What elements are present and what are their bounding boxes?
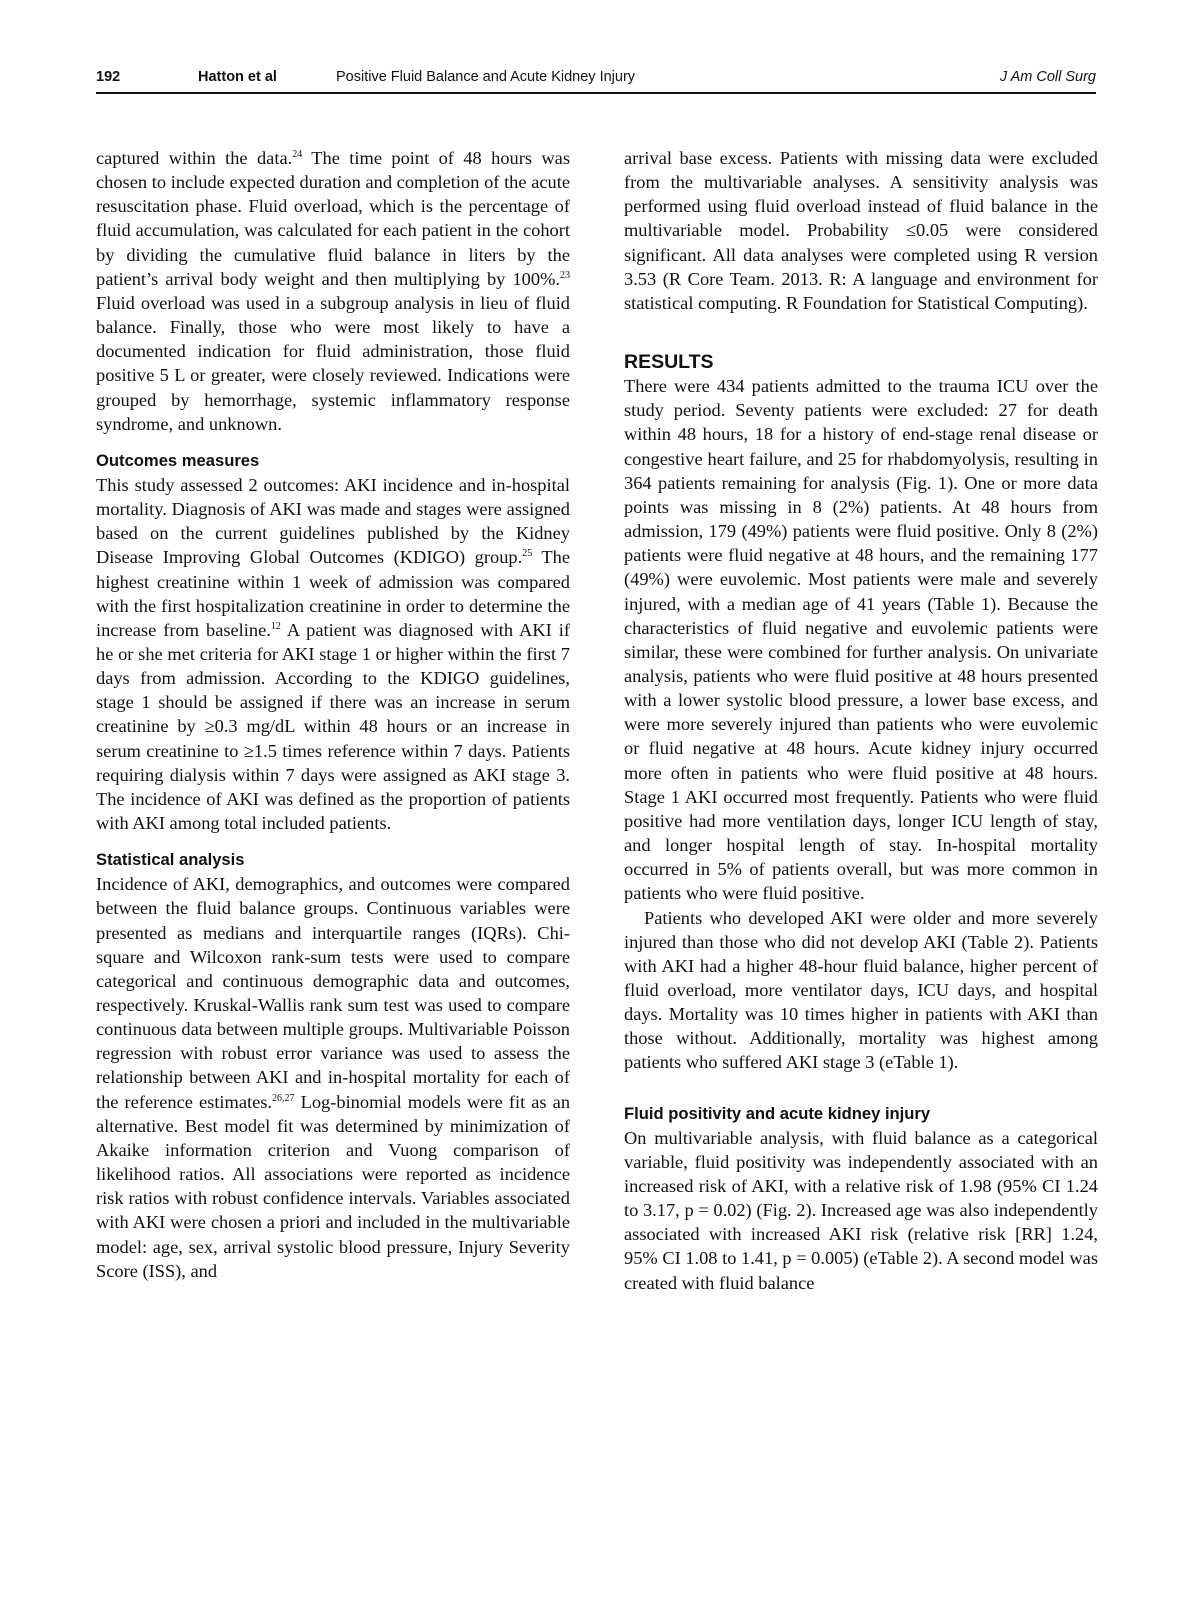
paragraph-statistics: Incidence of AKI, demographics, and outcomes were compared between the fluid balance groups. Continuous variables were presented as medians and interquartile ranges (IQRs). Chi-square and Wilcoxon rank-sum tests were used to compare categorical and continuous demographic data and outcomes, respectively. Kruskal-Wallis rank sum test was used to compare continuous data between multiple groups. Multivariable Poisson regression with robust error variance was used to assess the relationship between AKI and in-hospital mortality for each of the reference estimates.$^{26,27}$ Log-binomial models were fit as an alternative. Best model fit was determined by minimization of Akaike information criterion and Vuong comparison of likelihood ratios. All associations were reported as incidence risk ratios with robust confidence intervals. Variables associated with AKI were chosen a priori and included in the multivariable model: age, sex, arrival systolic blood pressure, Injury Severity Score (ISS), and (96, 874, 571, 1281)
section-heading-fluid-positivity: Fluid positivity and acute kidney injury (624, 1103, 931, 1123)
section-heading-outcomes: Outcomes measures (96, 450, 260, 470)
citation-ref: 12 (270, 620, 281, 632)
right-column (624, 146, 1098, 1295)
paragraph-results-aki: Patients who developed AKI were older and more severely injured than those who did not develop AKI (Table 2). Patients with AKI had a higher 48-hour fluid balance, higher percent of fluid overload, more ventilator days, ICU days, and hospital days. Mortality was 10 times higher in patients with AKI than those without. Additionally, mortality was highest among patients who suffered AKI stage 3 (eTable 1). (624, 907, 1098, 1073)
paragraph-outcomes: This study assessed 2 outcomes: AKI incidence and in-hospital mortality. Diagnosis of AKI was made and stages were assigned based on the current guidelines published by the Kidney Disease Improving Global Outcomes (KDIGO) group.$^{25}$ The highest creatinine within 1 week of admission was compared with the first hospitalization creatinine in order to determine the increase from baseline.$^{12}$ A patient was diagnosed with AKI if he or she met criteria for AKI stage 1 or higher within the first 7 days from admission. According to the KDIGO guidelines, stage 1 should be assigned if there was an increase in serum creatinine by ≥0.3 mg/dL within 48 hours or an increase in serum creatinine to ≥1.5 times reference within 7 days. Patients requiring dialysis within 7 days were assigned as AKI stage 3. The incidence of AKI was defined as the proportion of patients with AKI among total included patients. (96, 474, 570, 834)
section-heading-results: RESULTS (624, 351, 714, 374)
page-number: 192 (96, 69, 121, 85)
running-authors: Hatton et al (198, 69, 277, 85)
paragraph-results: There were 434 patients admitted to the trauma ICU over the study period. Seventy patients were excluded: 27 for death within 48 hours, 18 for a history of end-stage renal disease or congestive heart failure, and 25 for rhabdomyolysis, resulting in 364 patients remaining for analysis (Fig. 1). One or more data points was missing in 8 (2%) patients. At 48 hours from admission, 179 (49%) patients were fluid positive. Only 8 (2%) patients were fluid negative at 48 hours, and the remaining 177 (49%) were euvolemic. Most patients were male and severely injured, with a median age of 41 years (Table 1). Because the characteristics of fluid negative and euvolemic patients were similar, these were combined for further analysis. On univariate analysis, patients who were fluid positive at 48 hours presented with a lower systolic blood pressure, a lower base excess, and were more severely injured than patients who were euvolemic or fluid negative at 48 hours. Acute kidney injury occurred more often in patients who were fluid positive at 48 hours. Stage 1 AKI occurred most frequently. Patients who were fluid positive had more ventilation days, longer ICU length of stay, and longer hospital length of stay. In-hospital mortality occurred in 5% of patients overall, but was more common in patients who were fluid positive. (624, 376, 1098, 904)
paragraph-methods-continued: captured within the data.$^{24}$ The time point of 48 hours was chosen to include expected duration and completion of the acute resuscitation phase. Fluid overload, which is the percentage of fluid accumulation, was calculated for each patient in the cohort by dividing the cumulative fluid balance in liters by the patient’s arrival body weight and then multiplying by 100%.$^{23}$ Fluid overload was used in a subgroup analysis in lieu of fluid balance. Finally, those who were most likely to have a documented indication for fluid administration, those fluid positive 5 L or greater, were closely reviewed. Indications were grouped by hemorrhage, systemic inflammatory response syndrome, and unknown. (96, 148, 571, 434)
citation-ref: 26,27 (272, 1092, 295, 1104)
paragraph-fluid-positivity: On multivariable analysis, with fluid balance as a categorical variable, fluid positivity was independently associated with an increased risk of AKI, with a relative risk of 1.98 (95% CI 1.24 to 3.17, p = 0.02) (Fig. 2). Increased age was also independently associated with increased AKI risk (relative risk [RR] 1.24, 95% CI 1.08 to 1.41, p = 0.005) (eTable 2). A second model was created with fluid balance (624, 1127, 1098, 1293)
running-title: Positive Fluid Balance and Acute Kidney Injury (336, 69, 636, 85)
section-heading-statistics: Statistical analysis (96, 850, 245, 870)
paragraph-statistics-continued: arrival base excess. Patients with missing data were excluded from the multivariable analyses. A sensitivity analysis was performed using fluid overload instead of fluid balance in the multivariable model. Probability ≤0.05 were considered significant. All data analyses were completed using R version 3.53 (R Core Team. 2013. R: A language and environment for statistical computing. R Foundation for Statistical Computing). (624, 148, 1098, 313)
citation-ref: 24 (292, 149, 303, 160)
left-column (96, 146, 570, 1283)
running-header (96, 40, 1096, 94)
citation-ref: 25 (522, 548, 533, 560)
citation-ref: 23 (560, 269, 570, 281)
journal-name: J Am Coll Surg (999, 69, 1096, 85)
